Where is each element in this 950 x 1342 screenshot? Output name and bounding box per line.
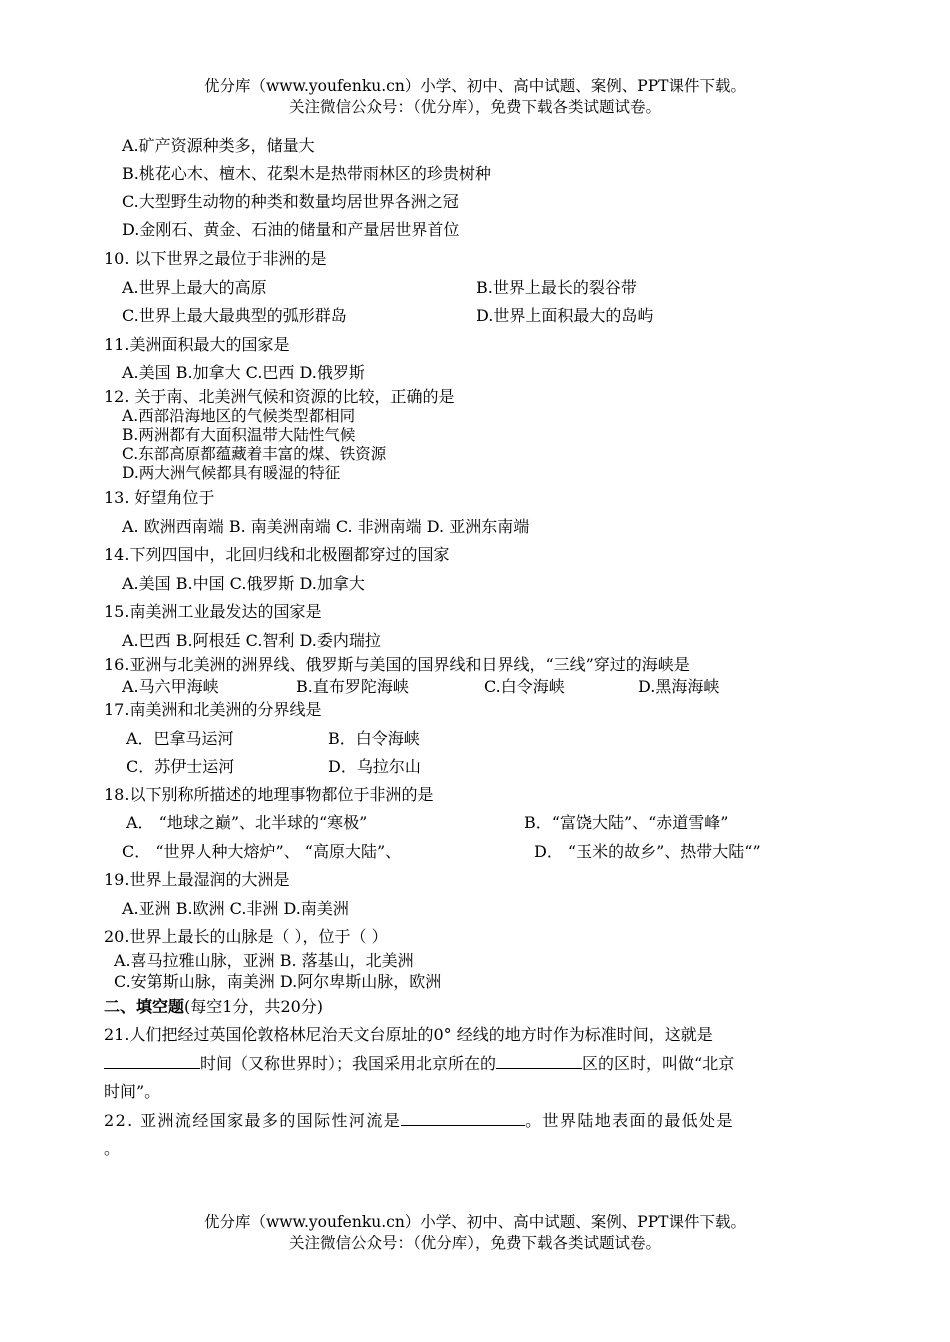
q21-blank-2[interactable] — [496, 1054, 582, 1069]
section-2-title: 二、填空题 — [104, 997, 185, 1016]
q15-stem: 15.南美洲工业最发达的国家是 — [104, 602, 322, 621]
q22-line1 — [104, 1111, 734, 1131]
page-footer-line1: 优分库（www.youfenku.cn）小学、初中、高中试题、案例、PPT课件下载。 — [203, 1213, 747, 1231]
section-title-fill-in — [104, 997, 323, 1017]
q16-option-a: A.马六甲海峡 — [122, 677, 219, 696]
q10-option-b: B.世界上最长的裂谷带 — [476, 278, 637, 297]
q21-text-part1: 时间（又称世界时）；我国采用北京所在的 — [200, 1054, 497, 1073]
q20-options-line2: C.安第斯山脉，南美洲 D.阿尔卑斯山脉，欧洲 — [114, 972, 442, 991]
q9-option-c: C.大型野生动物的种类和数量均居世界各洲之冠 — [122, 192, 459, 211]
q12-option-d: D.两大洲气候都具有暖湿的特征 — [122, 464, 341, 482]
q18-option-c: C． “世界人种大熔炉”、 “高原大陆”、 — [122, 842, 402, 861]
page-footer-line2: 关注微信公众号：（优分库），免费下载各类试题试卷。 — [288, 1234, 661, 1252]
q22-text-part2: 。世界陆地表面的最低处是 — [525, 1111, 734, 1130]
q13-stem: 13. 好望角位于 — [104, 488, 215, 507]
q21-line1: 21.人们把经过英国伦敦格林尼治天文台原址的0° 经线的地方时作为标准时间，这就是 — [104, 1025, 713, 1044]
q18-option-b: B．“富饶大陆”、“赤道雪峰” — [524, 813, 729, 832]
q14-options: A.美国 B.中国 C.俄罗斯 D.加拿大 — [122, 574, 365, 593]
q15-options: A.巴西 B.阿根廷 C.智利 D.委内瑞拉 — [122, 631, 381, 650]
q16-option-b: B.直布罗陀海峡 — [296, 677, 409, 696]
q21-blank-1[interactable] — [104, 1054, 200, 1069]
q9-option-d: D.金刚石、黄金、石油的储量和产量居世界首位 — [122, 220, 460, 239]
q14-stem: 14.下列四国中，北回归线和北极圈都穿过的国家 — [104, 545, 450, 564]
q9-option-a: A.矿产资源种类多，储量大 — [122, 136, 315, 155]
q18-option-d: D． “玉米的故乡”、热带大陆“” — [534, 842, 761, 861]
q19-stem: 19.世界上最湿润的大洲是 — [104, 870, 290, 889]
q22-text-part1: 22. 亚洲流经国家最多的国际性河流是 — [104, 1111, 402, 1130]
q9-option-b: B.桃花心木、檀木、花梨木是热带雨林区的珍贵树种 — [122, 164, 491, 183]
section-2-note: (每空1分，共20分) — [184, 997, 324, 1016]
q22-line2: 。 — [104, 1139, 121, 1158]
q16-option-d: D.黑海海峡 — [638, 677, 720, 696]
q11-options: A.美国 B.加拿大 C.巴西 D.俄罗斯 — [122, 363, 365, 382]
q12-option-a: A.西部沿海地区的气候类型都相同 — [122, 407, 356, 425]
q17-option-c: C．苏伊士运河 — [126, 757, 235, 776]
q13-options: A. 欧洲西南端 B. 南美洲南端 C. 非洲南端 D. 亚洲东南端 — [122, 517, 530, 536]
q17-option-d: D．乌拉尔山 — [328, 757, 421, 776]
q11-stem: 11.美洲面积最大的国家是 — [104, 335, 290, 354]
q21-line2 — [104, 1054, 734, 1074]
q16-option-c: C.白令海峡 — [484, 677, 565, 696]
q10-option-d: D.世界上面积最大的岛屿 — [476, 306, 654, 325]
q17-option-b: B．白令海峡 — [328, 729, 420, 748]
q19-options: A.亚洲 B.欧洲 C.非洲 D.南美洲 — [122, 899, 349, 918]
q20-stem: 20.世界上最长的山脉是（ ），位于（ ） — [104, 927, 388, 946]
q18-option-a: A． “地球之巅”、北半球的“寒极” — [126, 813, 368, 832]
q10-stem: 10. 以下世界之最位于非洲的是 — [104, 249, 327, 268]
page-header-line2: 关注微信公众号：（优分库），免费下载各类试题试卷。 — [288, 98, 661, 116]
page-header-line1: 优分库（www.youfenku.cn）小学、初中、高中试题、案例、PPT课件下载。 — [203, 77, 747, 95]
q17-stem: 17.南美洲和北美洲的分界线是 — [104, 700, 322, 719]
q22-blank-1[interactable] — [401, 1111, 525, 1126]
q10-option-a: A.世界上最大的高原 — [122, 278, 267, 297]
q20-options-line1: A.喜马拉雅山脉，亚洲 B. 落基山，北美洲 — [114, 951, 414, 970]
q16-stem: 16.亚洲与北美洲的洲界线、俄罗斯与美国的国界线和日界线，“三线”穿过的海峡是 — [104, 655, 690, 674]
q12-stem: 12. 关于南、北美洲气候和资源的比较，正确的是 — [104, 387, 455, 406]
q18-stem: 18.以下别称所描述的地理事物都位于非洲的是 — [104, 785, 434, 804]
q10-option-c: C.世界上最大最典型的弧形群岛 — [122, 306, 347, 325]
q12-option-c: C.东部高原都蕴藏着丰富的煤、铁资源 — [122, 445, 387, 463]
q12-option-b: B.两洲都有大面积温带大陆性气候 — [122, 426, 356, 444]
q21-text-part2: 区的区时，叫做“北京 — [582, 1054, 735, 1073]
q17-option-a: A．巴拿马运河 — [126, 729, 234, 748]
q21-line3: 时间”。 — [104, 1082, 161, 1101]
